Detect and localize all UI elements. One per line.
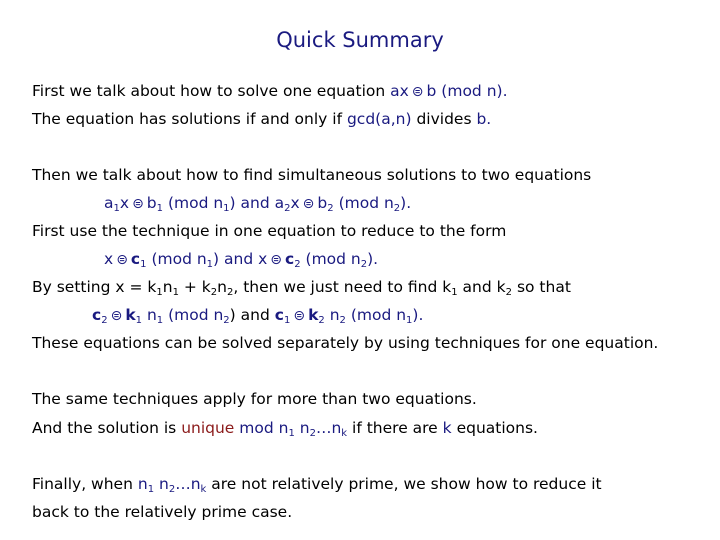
math-bold: k <box>125 306 136 324</box>
subscript: 2 <box>318 315 325 326</box>
math: a <box>104 194 114 212</box>
subscript: 1 <box>223 203 230 214</box>
math-bold: c <box>130 250 141 268</box>
unique-word: unique <box>181 419 235 437</box>
math-b: b. <box>476 110 492 128</box>
subscript: 1 <box>147 484 155 495</box>
text: n <box>162 278 173 296</box>
text: , then we just need to find k <box>233 278 452 296</box>
line-1 <box>32 81 508 102</box>
math: …n <box>175 475 201 493</box>
congruence-icon: ⊜ <box>411 84 424 100</box>
math-b-mod-n: b (mod n). <box>426 82 508 100</box>
subscript: 2 <box>227 287 234 298</box>
subscript: k <box>200 484 207 495</box>
line-7 <box>32 277 571 297</box>
math: (mod n <box>163 306 224 324</box>
congruence-icon: ⊜ <box>302 196 315 212</box>
line-2 <box>32 109 491 129</box>
text: By setting x = k <box>32 278 157 296</box>
math: n <box>294 419 310 437</box>
subscript: 2 <box>339 315 346 326</box>
subscript: 1 <box>206 259 214 270</box>
subscript: 1 <box>135 315 142 326</box>
subscript: 1 <box>156 287 163 298</box>
subscript: 2 <box>223 315 230 326</box>
math-bold: c <box>274 306 284 324</box>
subscript: 2 <box>309 428 316 439</box>
text: Finally, when <box>32 475 133 493</box>
congruence-icon: ⊜ <box>270 252 283 268</box>
text: equations. <box>456 419 538 437</box>
subscript: 2 <box>284 203 291 214</box>
subscript: k <box>341 428 348 439</box>
text: + k <box>178 278 211 296</box>
subscript: 1 <box>113 203 120 214</box>
math-k: k <box>442 419 452 437</box>
math: (mod n <box>345 306 407 324</box>
math: b <box>317 194 328 212</box>
math: ) and x <box>213 250 268 268</box>
math-bold: c <box>285 250 295 268</box>
text: First we talk about how to solve one equation <box>32 82 386 100</box>
math: ). <box>400 194 412 212</box>
subscript: 1 <box>288 428 295 439</box>
math: x <box>104 250 114 268</box>
subscript: 1 <box>406 315 413 326</box>
line-10: The same techniques apply for more than two equations. <box>32 390 477 408</box>
subscript: 1 <box>283 315 291 326</box>
math: x <box>290 194 300 212</box>
math: (mod n <box>167 194 224 212</box>
math: ). <box>412 306 424 324</box>
subscript: 2 <box>360 259 368 270</box>
math: ) and a <box>229 194 285 212</box>
subscript: 1 <box>156 315 164 326</box>
text: if there are <box>352 419 438 437</box>
text: and k <box>457 278 506 296</box>
math: mod n <box>239 419 289 437</box>
congruence-icon: ⊜ <box>110 308 123 324</box>
subscript: 2 <box>505 287 512 298</box>
subscript: 1 <box>451 287 458 298</box>
math: x <box>119 194 130 212</box>
slide-title: Quick Summary <box>276 28 444 52</box>
congruence-icon: ⊜ <box>293 308 306 324</box>
text: divides <box>416 110 472 128</box>
math: (mod n <box>305 250 361 268</box>
line-13: back to the relatively prime case. <box>32 503 293 521</box>
math: b <box>146 194 157 212</box>
subscript: 2 <box>393 203 401 214</box>
text: And the solution is <box>32 419 177 437</box>
math-bold: c <box>92 306 102 324</box>
line-3: Then we talk about how to find simultaneous solutions to two equations <box>32 166 592 184</box>
math: n <box>146 306 157 324</box>
congruence-icon: ⊜ <box>132 196 144 212</box>
line-6 <box>104 249 378 270</box>
math: …n <box>315 419 342 437</box>
math: n <box>137 475 148 493</box>
math-bold: k <box>308 306 319 324</box>
subscript: 1 <box>172 287 179 298</box>
text: are not relatively prime, we show how to reduce it <box>211 475 602 493</box>
subscript: 1 <box>140 259 147 270</box>
subscript: 2 <box>327 203 334 214</box>
math-gcd: gcd(a,n) <box>346 110 412 128</box>
congruence-icon: ⊜ <box>116 252 128 268</box>
text: The equation has solutions if and only if <box>32 110 343 128</box>
line-8 <box>92 305 423 326</box>
math: n <box>154 475 169 493</box>
subscript: 2 <box>168 484 176 495</box>
subscript: 2 <box>210 287 218 298</box>
subscript: 2 <box>101 315 108 326</box>
line-4 <box>104 193 411 214</box>
math: (mod n <box>151 250 207 268</box>
subscript: 2 <box>294 259 301 270</box>
math: ). <box>367 250 379 268</box>
math: n <box>329 306 340 324</box>
line-12 <box>32 474 602 494</box>
text: ) and <box>229 306 270 324</box>
line-5: First use the technique in one equation to reduce to the form <box>32 222 507 240</box>
line-9: These equations can be solved separately by using techniques for one equation. <box>32 334 659 352</box>
math-ax: ax <box>390 82 409 100</box>
text: so that <box>516 278 571 296</box>
line-11 <box>32 418 538 438</box>
math: (mod n <box>338 194 394 212</box>
subscript: 1 <box>156 203 164 214</box>
text: n <box>217 278 227 296</box>
